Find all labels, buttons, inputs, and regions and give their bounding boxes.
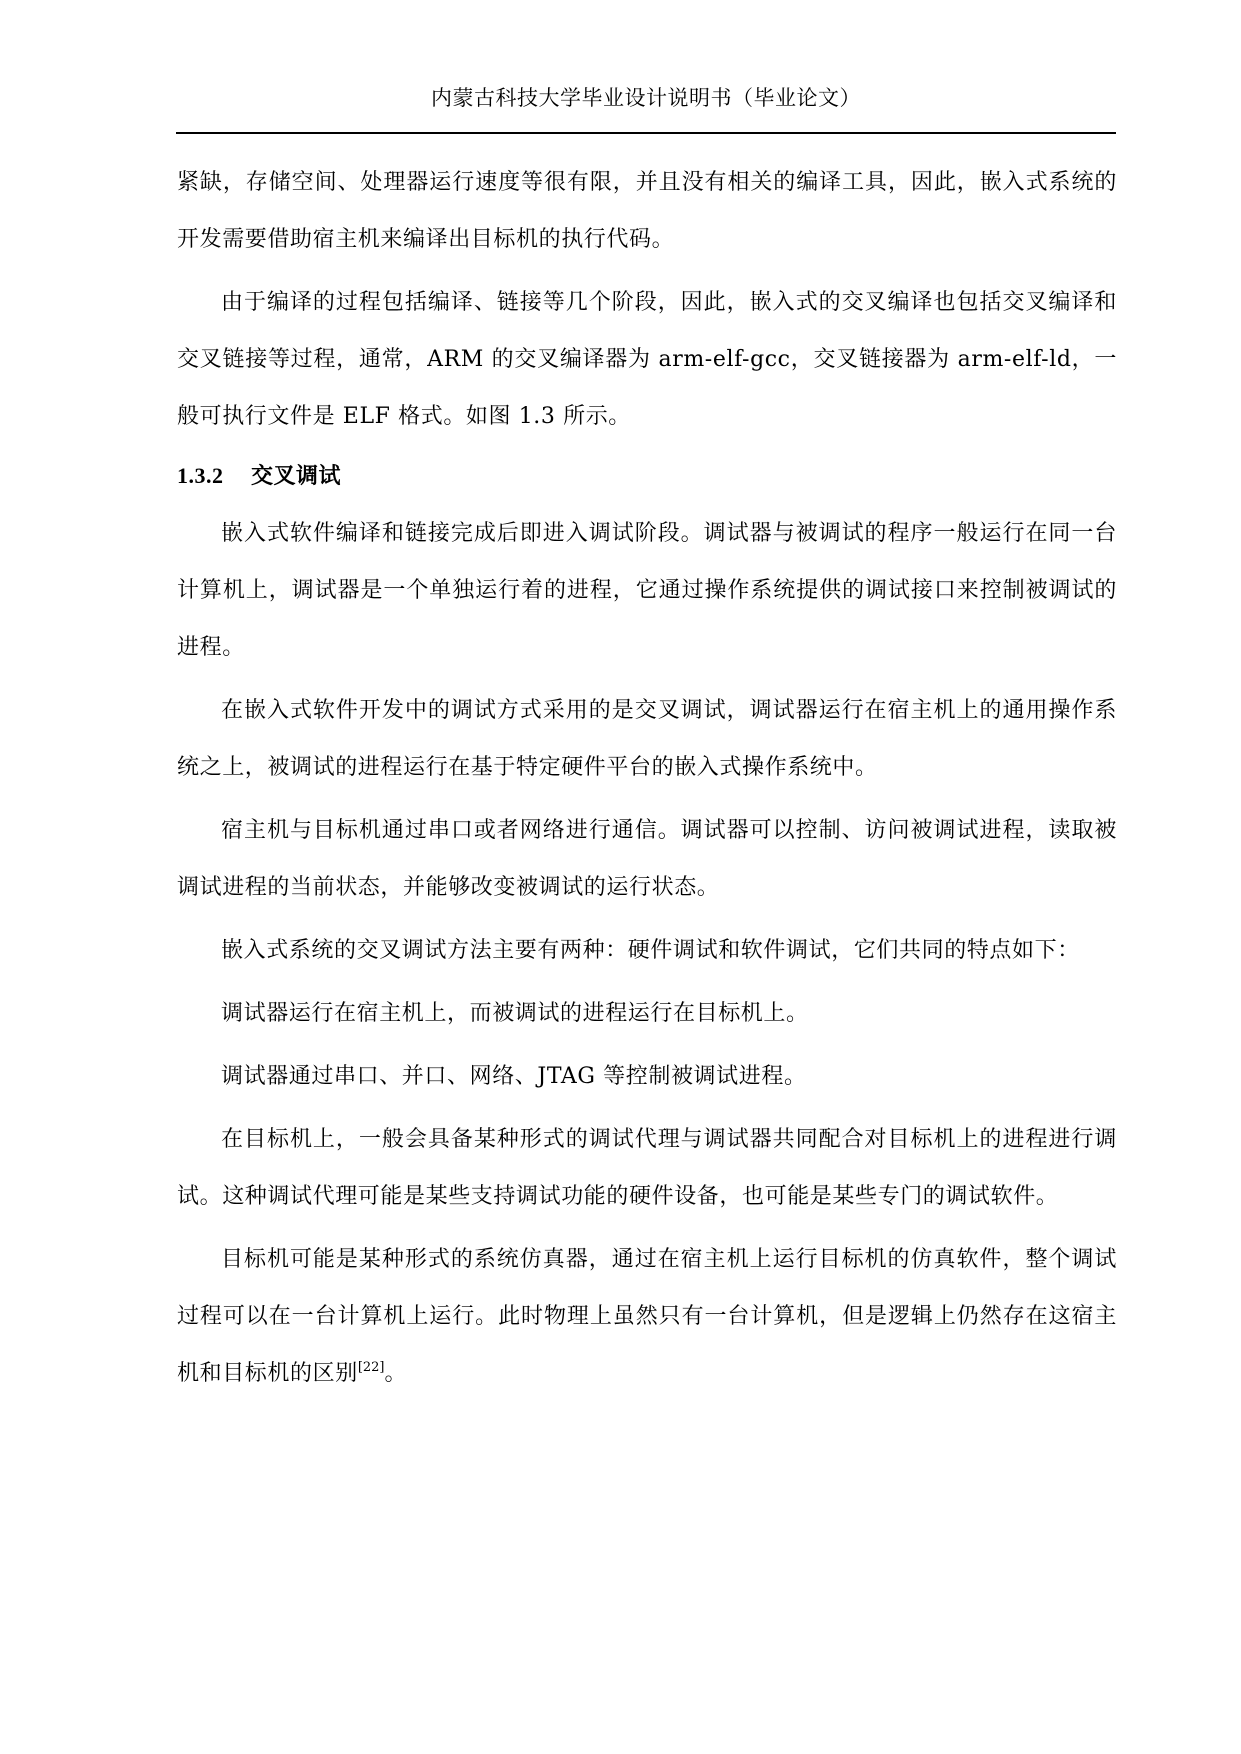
header-divider bbox=[176, 132, 1116, 134]
paragraph-debug-methods: 嵌入式系统的交叉调试方法主要有两种：硬件调试和软件调试，它们共同的特点如下： bbox=[221, 938, 1080, 963]
paragraph-continued: 紧缺，存储空间、处理器运行速度等很有限，并且没有相关的编译工具，因此，嵌入式系统的开发需要借助宿主机来编译出目标机的执行代码。 bbox=[177, 170, 1117, 252]
section-number: 1.3.2 bbox=[177, 463, 224, 488]
paragraph-simulator-end: 。 bbox=[384, 1361, 408, 1386]
citation-reference: [22] bbox=[357, 1360, 385, 1375]
section-title: 交叉调试 bbox=[251, 463, 342, 489]
paragraph-simulator bbox=[177, 1231, 1117, 1402]
document-body bbox=[177, 154, 1117, 1402]
paragraph-cross-compile: 由于编译的过程包括编译、链接等几个阶段，因此，嵌入式的交叉编译也包括交叉编译和交叉链接等过程，通常，ARM 的交叉编译器为 arm-elf-gcc，交叉链接器为 arm-elf-ld，一般可执行文件是 ELF 格式。如图 1.3 所示。 bbox=[177, 290, 1117, 429]
paragraph-debug-stage: 嵌入式软件编译和链接完成后即进入调试阶段。调试器与被调试的程序一般运行在同一台计算机上，调试器是一个单独运行着的进程，它通过操作系统提供的调试接口来控制被调试的进程。 bbox=[177, 521, 1117, 660]
paragraph-cross-debug: 在嵌入式软件开发中的调试方式采用的是交叉调试，调试器运行在宿主机上的通用操作系统之上，被调试的进程运行在基于特定硬件平台的嵌入式操作系统中。 bbox=[177, 698, 1117, 780]
section-heading bbox=[177, 447, 1117, 505]
header-title: 内蒙古科技大学毕业设计说明书（毕业论文） bbox=[431, 86, 861, 110]
paragraph-simulator-text: 目标机可能是某种形式的系统仿真器，通过在宿主机上运行目标机的仿真软件，整个调试过程可以在一台计算机上运行。此时物理上虽然只有一台计算机，但是逻辑上仍然存在这宿主机和目标机的区别 bbox=[177, 1247, 1117, 1386]
paragraph-point-two: 调试器通过串口、并口、网络、JTAG 等控制被调试进程。 bbox=[221, 1064, 807, 1089]
paragraph-point-one: 调试器运行在宿主机上，而被调试的进程运行在目标机上。 bbox=[221, 1001, 809, 1026]
paragraph-communication: 宿主机与目标机通过串口或者网络进行通信。调试器可以控制、访问被调试进程，读取被调试进程的当前状态，并能够改变被调试的运行状态。 bbox=[177, 818, 1117, 900]
paragraph-debug-agent: 在目标机上，一般会具备某种形式的调试代理与调试器共同配合对目标机上的进程进行调试。这种调试代理可能是某些支持调试功能的硬件设备，也可能是某些专门的调试软件。 bbox=[177, 1127, 1117, 1209]
page-header bbox=[176, 82, 1116, 114]
